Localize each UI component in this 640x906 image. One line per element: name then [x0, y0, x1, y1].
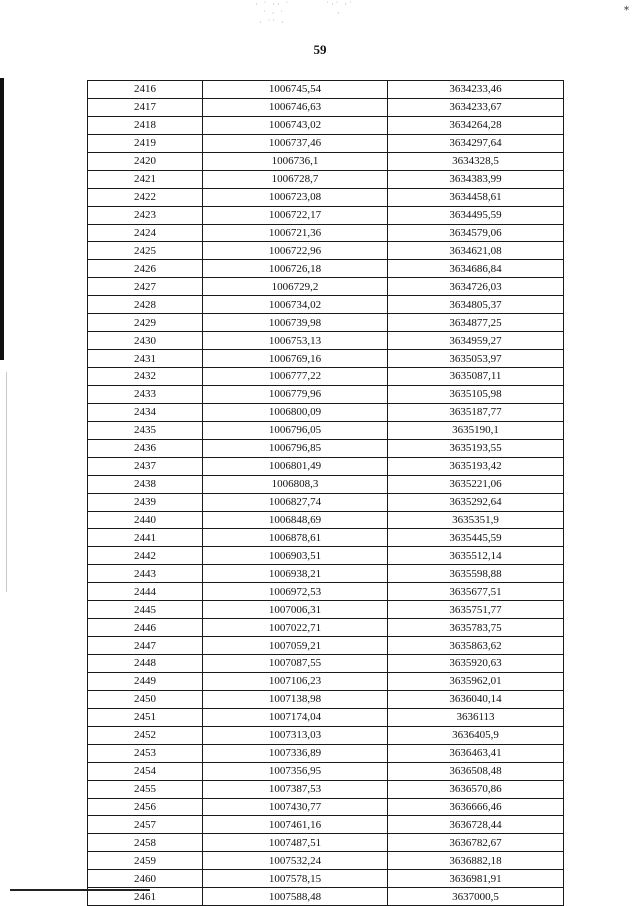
point-number-cell: 2424 [88, 224, 203, 242]
table-row [88, 511, 564, 529]
y-coordinate-cell: 3634383,99 [388, 170, 564, 188]
x-coordinate-cell: 1006903,51 [203, 547, 388, 565]
point-number-cell: 2445 [88, 601, 203, 619]
y-coordinate-cell: 3634458,61 [388, 188, 564, 206]
x-coordinate-cell: 1006736,1 [203, 152, 388, 170]
y-coordinate-cell: 3636882,18 [388, 852, 564, 870]
point-number-cell: 2435 [88, 421, 203, 439]
page-number: 59 [313, 42, 327, 57]
y-coordinate-cell: 3635190,1 [388, 421, 564, 439]
x-coordinate-cell: 1006938,21 [203, 565, 388, 583]
x-coordinate-cell: 1006796,05 [203, 421, 388, 439]
y-coordinate-cell: 3636113 [388, 708, 564, 726]
x-coordinate-cell: 1007106,23 [203, 672, 388, 690]
x-coordinate-cell: 1007138,98 [203, 690, 388, 708]
table-row [88, 834, 564, 852]
y-coordinate-cell: 3635221,06 [388, 475, 564, 493]
point-number-cell: 2433 [88, 385, 203, 403]
table-row [88, 744, 564, 762]
y-coordinate-cell: 3634621,08 [388, 242, 564, 260]
point-number-cell: 2430 [88, 332, 203, 350]
y-coordinate-cell: 3634233,67 [388, 98, 564, 116]
point-number-cell: 2422 [88, 188, 203, 206]
table-row [88, 188, 564, 206]
point-number-cell: 2450 [88, 690, 203, 708]
x-coordinate-cell: 1007532,24 [203, 852, 388, 870]
x-coordinate-cell: 1006743,02 [203, 116, 388, 134]
table-row [88, 314, 564, 332]
point-number-cell: 2452 [88, 726, 203, 744]
y-coordinate-cell: 3636782,67 [388, 834, 564, 852]
x-coordinate-cell: 1007006,31 [203, 601, 388, 619]
table-row [88, 403, 564, 421]
point-number-cell: 2456 [88, 798, 203, 816]
y-coordinate-cell: 3634579,06 [388, 224, 564, 242]
table-row [88, 708, 564, 726]
point-number-cell: 2460 [88, 870, 203, 888]
table-row [88, 583, 564, 601]
table-row [88, 816, 564, 834]
x-coordinate-cell: 1007461,16 [203, 816, 388, 834]
x-coordinate-cell: 1007356,95 [203, 762, 388, 780]
table-row [88, 421, 564, 439]
y-coordinate-cell: 3635292,64 [388, 493, 564, 511]
point-number-cell: 2438 [88, 475, 203, 493]
point-number-cell: 2436 [88, 439, 203, 457]
x-coordinate-cell: 1006800,09 [203, 403, 388, 421]
point-number-cell: 2417 [88, 98, 203, 116]
x-coordinate-cell: 1007313,03 [203, 726, 388, 744]
scan-edge-bar [0, 78, 4, 360]
point-number-cell: 2439 [88, 493, 203, 511]
y-coordinate-cell: 3635193,42 [388, 457, 564, 475]
x-coordinate-cell: 1006878,61 [203, 529, 388, 547]
y-coordinate-cell: 3634495,59 [388, 206, 564, 224]
y-coordinate-cell: 3635105,98 [388, 385, 564, 403]
x-coordinate-cell: 1006734,02 [203, 296, 388, 314]
y-coordinate-cell: 3635920,63 [388, 655, 564, 673]
point-number-cell: 2440 [88, 511, 203, 529]
table-row [88, 780, 564, 798]
x-coordinate-cell: 1007174,04 [203, 708, 388, 726]
point-number-cell: 2459 [88, 852, 203, 870]
y-coordinate-cell: 3635187,77 [388, 403, 564, 421]
table-row [88, 170, 564, 188]
table-row [88, 672, 564, 690]
y-coordinate-cell: 3635677,51 [388, 583, 564, 601]
table-row [88, 690, 564, 708]
point-number-cell: 2448 [88, 655, 203, 673]
y-coordinate-cell: 3634264,28 [388, 116, 564, 134]
point-number-cell: 2446 [88, 619, 203, 637]
point-number-cell: 2451 [88, 708, 203, 726]
y-coordinate-cell: 3635783,75 [388, 619, 564, 637]
x-coordinate-cell: 1006728,7 [203, 170, 388, 188]
point-number-cell: 2429 [88, 314, 203, 332]
y-coordinate-cell: 3635962,01 [388, 672, 564, 690]
x-coordinate-cell: 1006721,36 [203, 224, 388, 242]
point-number-cell: 2426 [88, 260, 203, 278]
y-coordinate-cell: 3634328,5 [388, 152, 564, 170]
y-coordinate-cell: 3635751,77 [388, 601, 564, 619]
table-row [88, 852, 564, 870]
y-coordinate-cell: 3636463,41 [388, 744, 564, 762]
y-coordinate-cell: 3636666,46 [388, 798, 564, 816]
y-coordinate-cell: 3636728,44 [388, 816, 564, 834]
point-number-cell: 2457 [88, 816, 203, 834]
table-row [88, 475, 564, 493]
point-number-cell: 2423 [88, 206, 203, 224]
y-coordinate-cell: 3635863,62 [388, 637, 564, 655]
y-coordinate-cell: 3636570,86 [388, 780, 564, 798]
x-coordinate-cell: 1006777,22 [203, 368, 388, 386]
point-number-cell: 2444 [88, 583, 203, 601]
y-coordinate-cell: 3634959,27 [388, 332, 564, 350]
y-coordinate-cell: 3635445,59 [388, 529, 564, 547]
table-row [88, 242, 564, 260]
table-row [88, 368, 564, 386]
x-coordinate-cell: 1006722,17 [203, 206, 388, 224]
y-coordinate-cell: 3634805,37 [388, 296, 564, 314]
table-row [88, 493, 564, 511]
point-number-cell: 2442 [88, 547, 203, 565]
table-row [88, 224, 564, 242]
point-number-cell: 2461 [88, 888, 203, 906]
x-coordinate-cell: 1007387,53 [203, 780, 388, 798]
table-row [88, 637, 564, 655]
point-number-cell: 2443 [88, 565, 203, 583]
point-number-cell: 2419 [88, 134, 203, 152]
x-coordinate-cell: 1006827,74 [203, 493, 388, 511]
table-row [88, 278, 564, 296]
point-number-cell: 2437 [88, 457, 203, 475]
table-row [88, 547, 564, 565]
x-coordinate-cell: 1006779,96 [203, 385, 388, 403]
scan-edge-faint-line [6, 372, 7, 592]
point-number-cell: 2454 [88, 762, 203, 780]
footnote-rule [10, 889, 150, 891]
y-coordinate-cell: 3635351,9 [388, 511, 564, 529]
y-coordinate-cell: 3636405,9 [388, 726, 564, 744]
point-number-cell: 2416 [88, 81, 203, 99]
x-coordinate-cell: 1006726,18 [203, 260, 388, 278]
point-number-cell: 2425 [88, 242, 203, 260]
x-coordinate-cell: 1006737,46 [203, 134, 388, 152]
table-row [88, 619, 564, 637]
y-coordinate-cell: 3636040,14 [388, 690, 564, 708]
y-coordinate-cell: 3636508,48 [388, 762, 564, 780]
point-number-cell: 2432 [88, 368, 203, 386]
table-row [88, 601, 564, 619]
table-row [88, 152, 564, 170]
x-coordinate-cell: 1007588,48 [203, 888, 388, 906]
table-row [88, 870, 564, 888]
table-row [88, 350, 564, 368]
x-coordinate-cell: 1006745,54 [203, 81, 388, 99]
y-coordinate-cell: 3634297,64 [388, 134, 564, 152]
point-number-cell: 2458 [88, 834, 203, 852]
y-coordinate-cell: 3635598,88 [388, 565, 564, 583]
table-row [88, 529, 564, 547]
table-row [88, 726, 564, 744]
table-row [88, 206, 564, 224]
y-coordinate-cell: 3634726,03 [388, 278, 564, 296]
y-coordinate-cell: 3634233,46 [388, 81, 564, 99]
y-coordinate-cell: 3634877,25 [388, 314, 564, 332]
table-row [88, 762, 564, 780]
point-number-cell: 2421 [88, 170, 203, 188]
y-coordinate-cell: 3636981,91 [388, 870, 564, 888]
table-row [88, 385, 564, 403]
table-row [88, 134, 564, 152]
point-number-cell: 2420 [88, 152, 203, 170]
point-number-cell: 2455 [88, 780, 203, 798]
point-number-cell: 2453 [88, 744, 203, 762]
y-coordinate-cell: 3635053,97 [388, 350, 564, 368]
x-coordinate-cell: 1007336,89 [203, 744, 388, 762]
point-number-cell: 2441 [88, 529, 203, 547]
point-number-cell: 2418 [88, 116, 203, 134]
x-coordinate-cell: 1006753,13 [203, 332, 388, 350]
table-row [88, 798, 564, 816]
table-row [88, 260, 564, 278]
y-coordinate-cell: 3635193,55 [388, 439, 564, 457]
point-number-cell: 2427 [88, 278, 203, 296]
y-coordinate-cell: 3635087,11 [388, 368, 564, 386]
x-coordinate-cell: 1006723,08 [203, 188, 388, 206]
table-row [88, 98, 564, 116]
x-coordinate-cell: 1006801,49 [203, 457, 388, 475]
point-number-cell: 2431 [88, 350, 203, 368]
table-row [88, 81, 564, 99]
table-row [88, 296, 564, 314]
y-coordinate-cell: 3637000,5 [388, 888, 564, 906]
x-coordinate-cell: 1006769,16 [203, 350, 388, 368]
x-coordinate-cell: 1006746,63 [203, 98, 388, 116]
x-coordinate-cell: 1007487,51 [203, 834, 388, 852]
x-coordinate-cell: 1007022,71 [203, 619, 388, 637]
scan-noise: · ˙ ·· ˙ ˙·˙ ·˙ ˙ · ˙ · · ˙˙ · [255, 0, 354, 27]
x-coordinate-cell: 1006739,98 [203, 314, 388, 332]
point-number-cell: 2447 [88, 637, 203, 655]
corner-scan-mark: ⁎ [624, 2, 629, 13]
coordinates-table-body [88, 81, 564, 906]
table-row [88, 116, 564, 134]
x-coordinate-cell: 1006722,96 [203, 242, 388, 260]
coordinates-table [87, 80, 564, 906]
table-row [88, 332, 564, 350]
x-coordinate-cell: 1006729,2 [203, 278, 388, 296]
point-number-cell: 2434 [88, 403, 203, 421]
y-coordinate-cell: 3634686,84 [388, 260, 564, 278]
point-number-cell: 2428 [88, 296, 203, 314]
x-coordinate-cell: 1006796,85 [203, 439, 388, 457]
table-row [88, 888, 564, 906]
x-coordinate-cell: 1007059,21 [203, 637, 388, 655]
x-coordinate-cell: 1007578,15 [203, 870, 388, 888]
table-row [88, 655, 564, 673]
y-coordinate-cell: 3635512,14 [388, 547, 564, 565]
x-coordinate-cell: 1006972,53 [203, 583, 388, 601]
table-row [88, 565, 564, 583]
point-number-cell: 2449 [88, 672, 203, 690]
table-row [88, 457, 564, 475]
x-coordinate-cell: 1006848,69 [203, 511, 388, 529]
x-coordinate-cell: 1007430,77 [203, 798, 388, 816]
table-row [88, 439, 564, 457]
x-coordinate-cell: 1007087,55 [203, 655, 388, 673]
x-coordinate-cell: 1006808,3 [203, 475, 388, 493]
